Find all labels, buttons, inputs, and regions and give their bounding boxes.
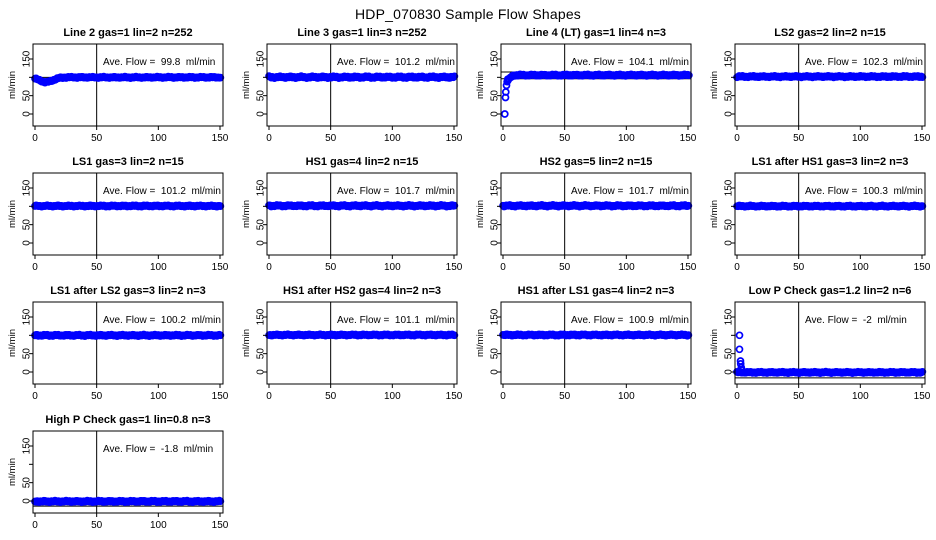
ave-flow-annotation: Ave. Flow = 101.7 ml/min (337, 186, 455, 197)
svg-text:50: 50 (559, 391, 571, 402)
svg-text:0: 0 (723, 111, 735, 117)
svg-text:0: 0 (266, 133, 272, 144)
data-band (266, 73, 457, 81)
y-axis (241, 179, 267, 246)
subplot-canvas (234, 153, 468, 282)
svg-text:150: 150 (723, 308, 735, 326)
svg-text:100: 100 (851, 133, 869, 144)
subplot-canvas (234, 282, 468, 411)
svg-text:50: 50 (723, 219, 735, 231)
ave-flow-annotation: Ave. Flow = 102.3 ml/min (805, 57, 923, 68)
svg-text:150: 150 (489, 50, 501, 68)
subplot-1 (234, 24, 468, 153)
subplot-title: Line 3 gas=1 lin=3 n=252 (297, 27, 427, 39)
y-axis (475, 308, 501, 375)
svg-text:50: 50 (21, 348, 33, 360)
y-axis (7, 437, 33, 504)
x-axis (32, 513, 229, 531)
x-axis (734, 126, 931, 144)
subplot-2 (468, 24, 702, 153)
svg-text:100: 100 (617, 262, 635, 273)
ave-flow-annotation: Ave. Flow = 104.1 ml/min (571, 57, 689, 68)
data-band (266, 331, 457, 339)
y-axis-label: ml/min (241, 71, 252, 99)
subplot-4 (0, 153, 234, 282)
subplot-10 (468, 282, 702, 411)
svg-text:100: 100 (851, 262, 869, 273)
data-band (734, 369, 925, 377)
svg-text:0: 0 (734, 262, 740, 273)
svg-text:100: 100 (149, 520, 167, 531)
subplot-title: Low P Check gas=1.2 lin=2 n=6 (748, 285, 912, 297)
y-axis-label: ml/min (7, 200, 18, 228)
subplot-canvas (234, 24, 468, 153)
ave-flow-annotation: Ave. Flow = 100.9 ml/min (571, 315, 689, 326)
svg-text:150: 150 (21, 50, 33, 68)
y-axis-label: ml/min (709, 200, 720, 228)
subplot-title: LS2 gas=2 lin=2 n=15 (774, 27, 886, 39)
svg-text:100: 100 (617, 133, 635, 144)
data-band (505, 71, 692, 83)
svg-text:0: 0 (255, 111, 267, 117)
data-band (734, 202, 925, 210)
data-band (32, 202, 223, 210)
svg-text:150: 150 (445, 391, 463, 402)
svg-text:150: 150 (723, 179, 735, 197)
y-axis (709, 179, 735, 246)
svg-text:50: 50 (325, 262, 337, 273)
x-axis (266, 384, 463, 402)
svg-text:50: 50 (723, 348, 735, 360)
svg-text:0: 0 (21, 498, 33, 504)
subplot-8 (0, 282, 234, 411)
subplot-canvas (468, 282, 702, 411)
subplot-title: LS1 after HS1 gas=3 lin=2 n=3 (751, 156, 909, 168)
svg-text:150: 150 (255, 179, 267, 197)
y-axis-label: ml/min (7, 71, 18, 99)
x-axis (32, 384, 229, 402)
subplot-title: Line 2 gas=1 lin=2 n=252 (63, 27, 193, 39)
svg-text:100: 100 (149, 133, 167, 144)
subplot-canvas (702, 282, 936, 411)
svg-text:0: 0 (500, 262, 506, 273)
ave-flow-annotation: Ave. Flow = -2 ml/min (805, 315, 907, 326)
chart-main-title: HDP_070830 Sample Flow Shapes (354, 6, 582, 22)
outlier-points (502, 76, 511, 117)
subplot-title: Line 4 (LT) gas=1 lin=4 n=3 (525, 27, 667, 39)
y-axis-label: ml/min (709, 329, 720, 357)
svg-text:0: 0 (489, 240, 501, 246)
svg-text:0: 0 (32, 133, 38, 144)
y-axis (709, 50, 735, 117)
y-axis (241, 50, 267, 117)
subplot-canvas (702, 153, 936, 282)
subplot-grid (0, 24, 936, 540)
svg-text:150: 150 (211, 262, 229, 273)
y-axis-label: ml/min (7, 329, 18, 357)
ave-flow-annotation: Ave. Flow = 101.2 ml/min (337, 57, 455, 68)
x-axis (32, 255, 229, 273)
svg-text:150: 150 (489, 179, 501, 197)
y-axis (7, 50, 33, 117)
subplot-canvas (468, 24, 702, 153)
empty-cell (702, 411, 936, 540)
subplot-title: HS1 after LS1 gas=4 lin=2 n=3 (517, 285, 675, 297)
svg-text:100: 100 (149, 391, 167, 402)
svg-text:150: 150 (913, 262, 931, 273)
y-axis (241, 308, 267, 375)
subplot-3 (702, 24, 936, 153)
svg-text:0: 0 (489, 369, 501, 375)
svg-text:50: 50 (489, 348, 501, 360)
svg-text:150: 150 (723, 50, 735, 68)
svg-text:150: 150 (211, 391, 229, 402)
svg-text:150: 150 (445, 262, 463, 273)
ave-flow-annotation: Ave. Flow = -1.8 ml/min (103, 444, 214, 455)
svg-text:150: 150 (913, 133, 931, 144)
svg-text:50: 50 (255, 348, 267, 360)
svg-text:150: 150 (679, 133, 697, 144)
svg-text:150: 150 (679, 262, 697, 273)
svg-text:50: 50 (325, 391, 337, 402)
svg-text:150: 150 (211, 520, 229, 531)
svg-text:0: 0 (723, 240, 735, 246)
svg-text:0: 0 (266, 262, 272, 273)
x-axis (266, 126, 463, 144)
svg-text:150: 150 (21, 437, 33, 455)
x-axis (500, 384, 697, 402)
ave-flow-annotation: Ave. Flow = 100.3 ml/min (805, 186, 923, 197)
y-axis-label: ml/min (475, 200, 486, 228)
outlier-points (737, 332, 745, 373)
svg-text:50: 50 (489, 90, 501, 102)
svg-text:100: 100 (383, 262, 401, 273)
y-axis (709, 308, 735, 375)
data-band (500, 202, 691, 210)
ave-flow-annotation: Ave. Flow = 100.2 ml/min (103, 315, 221, 326)
x-axis (32, 126, 229, 144)
svg-text:0: 0 (734, 133, 740, 144)
subplot-title: LS1 gas=3 lin=2 n=15 (72, 156, 184, 168)
y-axis-label: ml/min (709, 71, 720, 99)
empty-cell (468, 411, 702, 540)
svg-text:50: 50 (91, 520, 103, 531)
x-axis (734, 255, 931, 273)
svg-text:150: 150 (445, 133, 463, 144)
subplot-canvas (0, 153, 234, 282)
svg-text:0: 0 (255, 369, 267, 375)
svg-text:50: 50 (489, 219, 501, 231)
subplot-11 (702, 282, 936, 411)
svg-text:0: 0 (489, 111, 501, 117)
svg-text:50: 50 (255, 90, 267, 102)
y-axis-label: ml/min (475, 71, 486, 99)
y-axis-label: ml/min (475, 329, 486, 357)
x-axis (500, 126, 697, 144)
svg-text:0: 0 (734, 391, 740, 402)
svg-text:150: 150 (255, 50, 267, 68)
svg-text:0: 0 (500, 133, 506, 144)
x-axis (500, 255, 697, 273)
data-band (266, 202, 457, 210)
subplot-title: High P Check gas=1 lin=0.8 n=3 (45, 414, 211, 426)
y-axis-label: ml/min (7, 458, 18, 486)
svg-text:0: 0 (32, 262, 38, 273)
data-band (32, 498, 223, 506)
subplot-canvas (0, 282, 234, 411)
svg-text:0: 0 (21, 369, 33, 375)
svg-text:0: 0 (266, 391, 272, 402)
svg-text:150: 150 (21, 179, 33, 197)
subplot-7 (702, 153, 936, 282)
subplot-canvas (468, 153, 702, 282)
svg-text:150: 150 (21, 308, 33, 326)
subplot-6 (468, 153, 702, 282)
y-axis (7, 179, 33, 246)
svg-text:100: 100 (617, 391, 635, 402)
svg-text:50: 50 (255, 219, 267, 231)
svg-text:0: 0 (32, 520, 38, 531)
svg-text:100: 100 (383, 391, 401, 402)
subplot-12 (0, 411, 234, 540)
subplot-title: HS1 after HS2 gas=4 lin=2 n=3 (282, 285, 442, 297)
svg-text:150: 150 (679, 391, 697, 402)
y-axis-label: ml/min (241, 329, 252, 357)
y-axis (7, 308, 33, 375)
subplot-title: HS1 gas=4 lin=2 n=15 (305, 156, 419, 168)
y-axis (475, 50, 501, 117)
empty-cell (234, 411, 468, 540)
x-axis (266, 255, 463, 273)
svg-text:100: 100 (851, 391, 869, 402)
svg-text:150: 150 (489, 308, 501, 326)
svg-text:50: 50 (91, 133, 103, 144)
data-band (500, 331, 691, 339)
subplot-0 (0, 24, 234, 153)
subplot-title: LS1 after LS2 gas=3 lin=2 n=3 (50, 285, 206, 297)
ave-flow-annotation: Ave. Flow = 101.1 ml/min (337, 315, 455, 326)
subplot-title: HS2 gas=5 lin=2 n=15 (539, 156, 653, 168)
ave-flow-annotation: Ave. Flow = 99.8 ml/min (103, 57, 216, 68)
subplot-9 (234, 282, 468, 411)
svg-text:50: 50 (723, 90, 735, 102)
svg-text:50: 50 (325, 133, 337, 144)
svg-text:150: 150 (255, 308, 267, 326)
svg-text:50: 50 (91, 262, 103, 273)
svg-text:50: 50 (559, 133, 571, 144)
svg-text:0: 0 (32, 391, 38, 402)
svg-text:0: 0 (21, 240, 33, 246)
subplot-canvas (0, 411, 234, 540)
svg-text:0: 0 (500, 391, 506, 402)
svg-text:50: 50 (793, 262, 805, 273)
svg-text:50: 50 (793, 391, 805, 402)
subplot-5 (234, 153, 468, 282)
ave-flow-annotation: Ave. Flow = 101.2 ml/min (103, 186, 221, 197)
svg-text:100: 100 (149, 262, 167, 273)
subplot-canvas (702, 24, 936, 153)
svg-text:50: 50 (793, 133, 805, 144)
svg-text:50: 50 (559, 262, 571, 273)
svg-text:50: 50 (21, 219, 33, 231)
data-band (734, 73, 925, 81)
x-axis (734, 384, 931, 402)
svg-text:50: 50 (21, 477, 33, 489)
svg-text:0: 0 (723, 369, 735, 375)
data-band (32, 332, 223, 340)
svg-text:150: 150 (211, 133, 229, 144)
svg-text:0: 0 (255, 240, 267, 246)
svg-text:100: 100 (383, 133, 401, 144)
y-axis-label: ml/min (241, 200, 252, 228)
svg-text:50: 50 (91, 391, 103, 402)
svg-text:50: 50 (21, 90, 33, 102)
svg-text:0: 0 (21, 111, 33, 117)
y-axis (475, 179, 501, 246)
data-band (32, 74, 223, 86)
subplot-canvas (0, 24, 234, 153)
svg-text:150: 150 (913, 391, 931, 402)
ave-flow-annotation: Ave. Flow = 101.7 ml/min (571, 186, 689, 197)
